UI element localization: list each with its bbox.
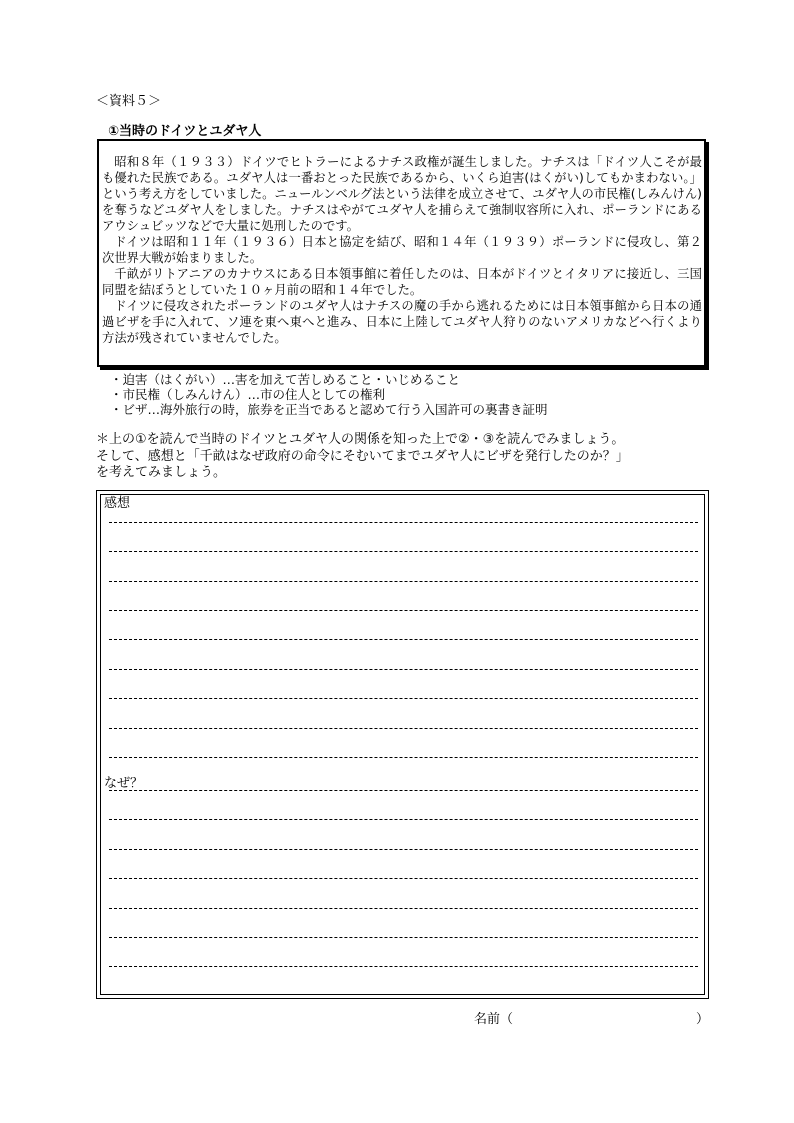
instruction-line: ＊上の①を読んで当時のドイツとユダヤ人の関係を知った上で②・③を読んでみましょう。 [96, 432, 625, 447]
writing-line [109, 819, 698, 820]
writing-line [109, 551, 698, 552]
writing-line [109, 849, 698, 850]
reading-paragraph: 昭和８年（１９３３）ドイツでヒトラーによるナチス政権が誕生しました。ナチスは「ドイツ人こそが最も優れた民族である。ユダヤ人は一番おとった民族であるから、いくら迫害(はくがい)してもかまわない。」という考え方をしていました。ニュールンベルグ法という法律を成立させて、ユダヤ人の市民権(しみんけん)を奪うなどユダヤ人をしました。ナチスはやがてユダヤ人を捕らえて強制収容所に入れ、ポーランドにあるアウシュビッツなどで大量に処刑したのです。 [102, 155, 702, 233]
reading-paragraph: 千畝がリトアニアのカナウスにある日本領事館に着任したのは、日本がドイツとイタリアに接近し、三国同盟を結ぼうとしていた１０ヶ月前の昭和１４年でした。 [102, 267, 702, 297]
why-label: なぜ？ [104, 776, 144, 791]
glossary-item: ・ビザ…海外旅行の時，旅券を正当であると認めて行う入国許可の裏書き証明 [110, 402, 548, 417]
writing-line [109, 610, 698, 611]
writing-line [109, 639, 698, 640]
writing-line [109, 908, 698, 909]
answer-box [96, 490, 709, 999]
writing-line [109, 698, 698, 699]
material-label: ＜資料５＞ [96, 94, 162, 109]
writing-line [109, 522, 698, 523]
name-close-paren: ） [696, 1012, 710, 1027]
glossary-item: ・市民権（しみんけん）…市の住人としての権利 [110, 387, 386, 402]
writing-line [109, 937, 698, 938]
instruction [96, 432, 716, 482]
writing-line [109, 966, 698, 967]
writing-line [109, 669, 698, 670]
answer-area[interactable] [100, 494, 705, 995]
reading-text [102, 154, 702, 346]
instruction-line: を考えてみましょう。 [96, 465, 227, 480]
name-label: 名前（ [474, 1012, 514, 1027]
glossary [110, 372, 548, 417]
instruction-line: そして、感想と「千畝はなぜ政府の命令にそむいてまでユダヤ人にビザを発行したのか？」 [96, 448, 629, 464]
writing-line [109, 581, 698, 582]
writing-line [109, 878, 698, 879]
glossary-item: ・迫害（はくがい）…害を加えて苦しめること・いじめること [110, 372, 461, 387]
reading-paragraph: ドイツに侵攻されたポーランドのユダヤ人はナチスの魔の手から逃れるためには日本領事館から日本の通過ビザを手に入れて、ソ連を東へ東へと進み、日本に上陸してユダヤ人狩りのないアメリカなどへ行くより方法が残されていませんでした。 [102, 299, 702, 345]
writing-line [109, 790, 698, 791]
impression-label: 感想 [104, 496, 131, 511]
section-title: ①当時のドイツとユダヤ人 [108, 124, 262, 139]
reading-paragraph: ドイツは昭和１１年（１９３６）日本と協定を結び、昭和１４年（１９３９）ポーランドに侵攻し、第２次世界大戦が始まりました。 [102, 235, 702, 265]
writing-line [109, 728, 698, 729]
writing-line [109, 757, 698, 758]
reading-box [97, 139, 706, 367]
